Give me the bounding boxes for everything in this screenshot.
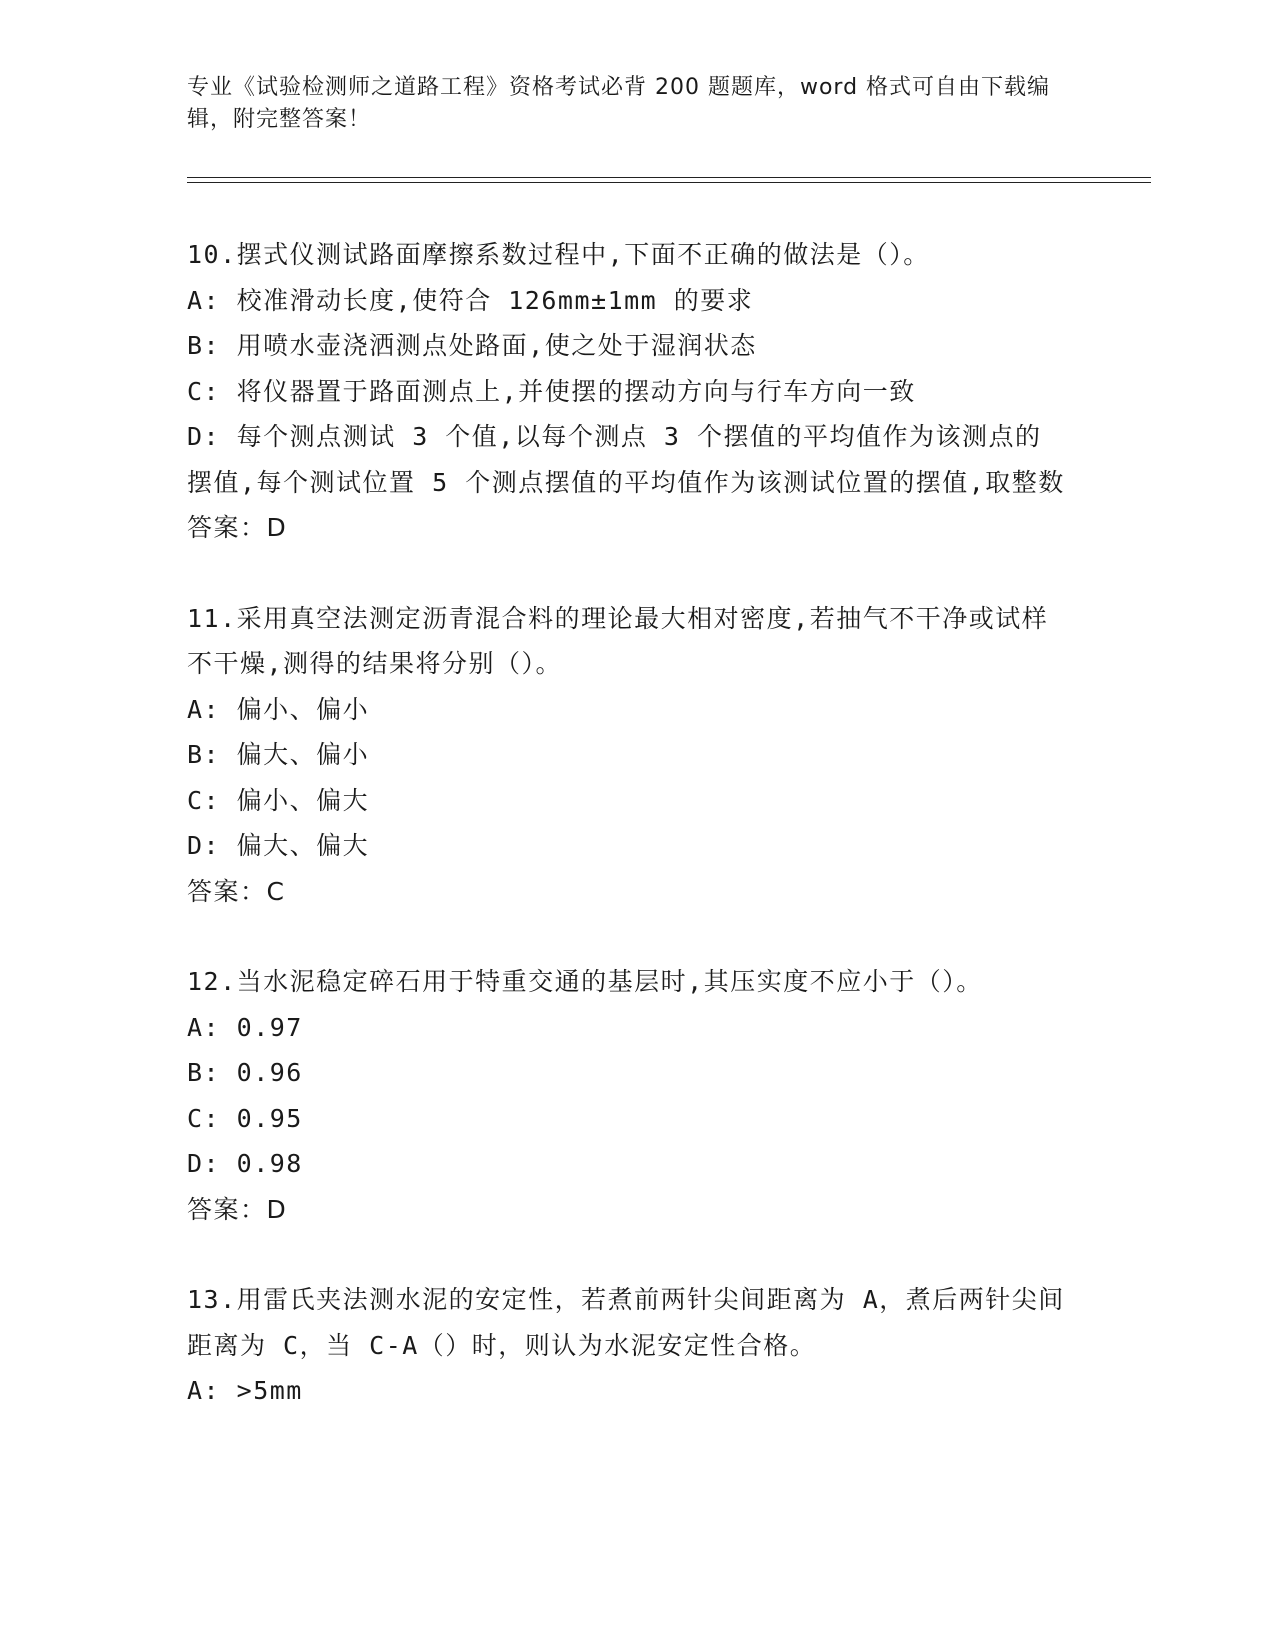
answer: 答案：D [187,1194,288,1224]
option-d: D: 0.98 [187,1149,303,1178]
option-a: A: 0.97 [187,1012,303,1042]
option-a: A: >5mm [187,1376,303,1405]
question-11 [187,596,1067,915]
header-title: 专业《试验检测师之道路工程》资格考试必背 200 题题库，word 格式可自由下载编辑，附完整答案！ [187,75,1051,132]
option-c: C: 0.95 [187,1103,303,1133]
option-b: B: 用喷水壶浇洒测点处路面,使之处于湿润状态 [187,331,757,360]
option-b: B: 0.96 [187,1058,303,1087]
option-d: D: 偏大、偏大 [187,831,370,860]
question-13 [187,1277,1067,1414]
option-d: D: 每个测点测试 3 个值,以每个测点 3 个摆值的平均值作为该测点的摆值,每个测试位置 5 个测点摆值的平均值作为该测试位置的摆值,取整数 [187,422,1065,497]
option-c: C: 将仪器置于路面测点上,并使摆的摆动方向与行车方向一致 [187,376,916,406]
question-12 [187,959,1067,1232]
option-a: A: 校准滑动长度,使符合 126mm±1mm 的要求 [187,285,754,315]
header-divider-bottom [187,182,1151,183]
answer: 答案：D [187,513,288,542]
option-b: B: 偏大、偏小 [187,740,370,769]
question-list [187,232,1067,1459]
question-10 [187,232,1067,551]
question-stem: 12.当水泥稳定碎石用于特重交通的基层时,其压实度不应小于（）。 [187,967,983,996]
question-stem: 10.摆式仪测试路面摩擦系数过程中,下面不正确的做法是（）。 [187,240,930,269]
option-c: C: 偏小、偏大 [187,785,370,815]
document-header [187,72,1067,136]
question-stem: 11.采用真空法测定沥青混合料的理论最大相对密度,若抽气不干净或试样不干燥,测得的结果将分别（）。 [187,603,1049,678]
option-a: A: 偏小、偏小 [187,694,370,724]
answer: 答案：C [187,876,286,906]
question-stem: 13.用雷氏夹法测水泥的安定性，若煮前两针尖间距离为 A，煮后两针尖间距离为 C，当 C-A（）时，则认为水泥安定性合格。 [187,1285,1065,1360]
header-divider-top [187,177,1151,178]
